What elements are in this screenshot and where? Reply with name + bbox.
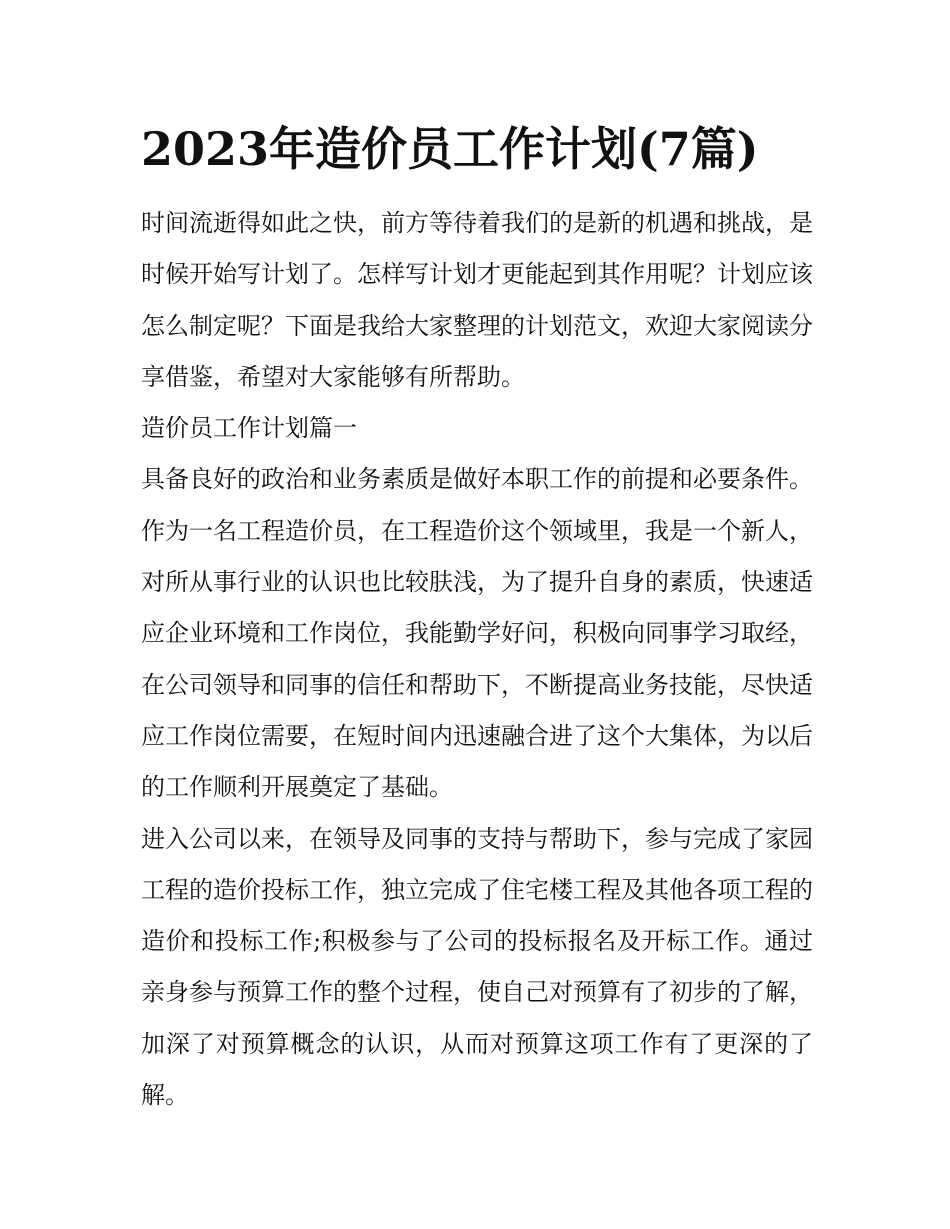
body-paragraph-1: 具备良好的政治和业务素质是做好本职工作的前提和必要条件。作为一名工程造价员，在工程造价这个领域里，我是一个新人，对所从事行业的认识也比较肤浅，为了提升自身的素质，快速适应企业环境和工作岗位，我能勤学好问，积极向同事学习取经，在公司领导和同事的信任和帮助下，不断提高业务技能，尽快适应工作岗位需要，在短时间内迅速融合进了这个大集体，为以后的工作顺利开展奠定了基础。 (141, 465, 813, 802)
document-page (141, 118, 813, 1121)
document-body (141, 198, 813, 1121)
document-title: 2023年造价员工作计划(7篇) (141, 122, 759, 176)
section-heading: 造价员工作计划篇一 (141, 414, 357, 443)
intro-paragraph: 时间流逝得如此之快，前方等待着我们的是新的机遇和挑战，是时候开始写计划了。怎样写计划才更能起到其作用呢？计划应该怎么制定呢？下面是我给大家整理的计划范文，欢迎大家阅读分享借鉴，希望对大家能够有所帮助。 (141, 209, 813, 391)
body-paragraph-2: 进入公司以来，在领导及同事的支持与帮助下，参与完成了家园工程的造价投标工作，独立完成了住宅楼工程及其他各项工程的造价和投标工作;积极参与了公司的投标报名及开标工作。通过亲身参与预算工作的整个过程，使自己对预算有了初步的了解，加深了对预算概念的认识，从而对预算这项工作有了更深的了解。 (141, 824, 813, 1110)
